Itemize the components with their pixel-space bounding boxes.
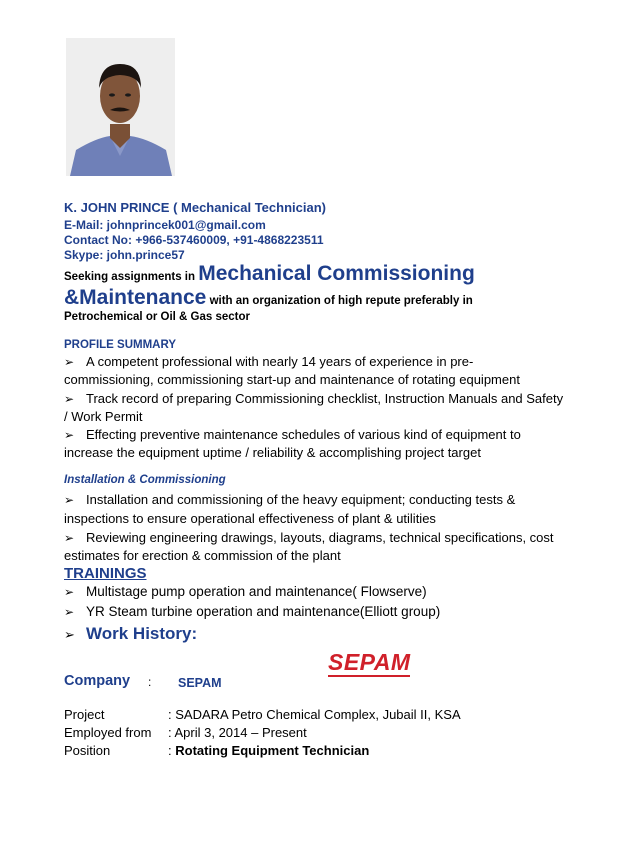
position-label: Position [64,743,111,758]
arrow-bullet-icon: ➢ [64,605,75,619]
arrow-bullet-icon: ➢ [64,355,75,369]
profile-bullet-2 [64,390,563,408]
installation-heading: Installation & Commissioning [64,474,226,486]
employed-value: : April 3, 2014 – Present [168,725,307,740]
trainings-heading: TRAININGS [64,565,147,582]
profile-bullet-3-text-a: Effecting preventive maintenance schedules of various kind of equipment to [86,427,521,442]
training-item-2 [64,604,440,619]
position-value: Rotating Equipment Technician [175,743,370,758]
sepam-logo [328,650,412,680]
objective-rest-1: with an organization of high repute preferably in [206,295,473,307]
objective-title-2: &Maintenance [64,286,207,309]
position-prefix: : [168,743,176,758]
work-history-row [64,624,197,644]
contact-line: Contact No: +966-537460009, +91-4868223511 [64,233,324,247]
email-line: E-Mail: johnprincek001@gmail.com [64,218,266,232]
project-label: Project [64,707,105,722]
logo-underline [328,675,410,677]
installation-bullet-1-cont: inspections to ensure operational effectiveness of plant & utilities [64,511,436,526]
company-name: SEPAM [178,676,222,690]
arrow-bullet-icon: ➢ [64,392,75,406]
person-photo-icon [66,38,175,176]
company-label: Company [64,673,131,689]
profile-bullet-1-cont: commissioning, commissioning start-up and maintenance of rotating equipment [64,372,520,387]
arrow-bullet-icon: ➢ [64,493,75,507]
objective-title-1: Mechanical Commissioning [198,262,475,285]
installation-bullet-2-cont: estimates for erection & commission of the plant [64,548,341,563]
arrow-bullet-icon: ➢ [64,531,75,545]
arrow-bullet-icon: ➢ [64,627,75,642]
position-value-row [168,742,369,759]
profile-bullet-3 [64,426,521,444]
project-value: : SADARA Petro Chemical Complex, Jubail II, KSA [168,707,461,722]
training-item-1-text: Multistage pump operation and maintenance( Flowserve) [86,584,427,599]
work-history-heading: Work History: [86,624,198,643]
arrow-bullet-icon: ➢ [64,585,75,599]
installation-bullet-1-text-a: Installation and commissioning of the heavy equipment; conducting tests & [86,492,516,507]
sepam-logo-text: SEPAM [328,649,411,675]
installation-bullet-2 [64,529,554,547]
training-item-1 [64,584,427,599]
objective-rest-2: Petrochemical or Oil & Gas sector [64,311,250,323]
installation-bullet-2-text-a: Reviewing engineering drawings, layouts, diagrams, technical specifications, cost [86,530,554,545]
profile-photo [66,38,175,176]
objective-line-2 [64,286,473,310]
objective-line-1 [64,262,475,286]
installation-bullet-1 [64,491,515,509]
skype-line: Skype: john.prince57 [64,248,185,262]
profile-bullet-3-cont: increase the equipment uptime / reliability & accomplishing project target [64,445,481,460]
profile-bullet-2-text-a: Track record of preparing Commissioning checklist, Instruction Manuals and Safety [86,391,564,406]
profile-bullet-2-cont: / Work Permit [64,409,143,424]
arrow-bullet-icon: ➢ [64,428,75,442]
employed-label: Employed from [64,725,152,740]
company-separator: : [148,675,152,689]
training-item-2-text: YR Steam turbine operation and maintenance(Elliott group) [86,604,441,619]
candidate-name: K. JOHN PRINCE ( Mechanical Technician) [64,200,326,215]
profile-summary-heading: PROFILE SUMMARY [64,339,177,351]
profile-bullet-1-text-a: A competent professional with nearly 14 years of experience in pre- [86,354,474,369]
objective-lead: Seeking assignments in [64,271,199,283]
profile-bullet-1 [64,353,473,371]
